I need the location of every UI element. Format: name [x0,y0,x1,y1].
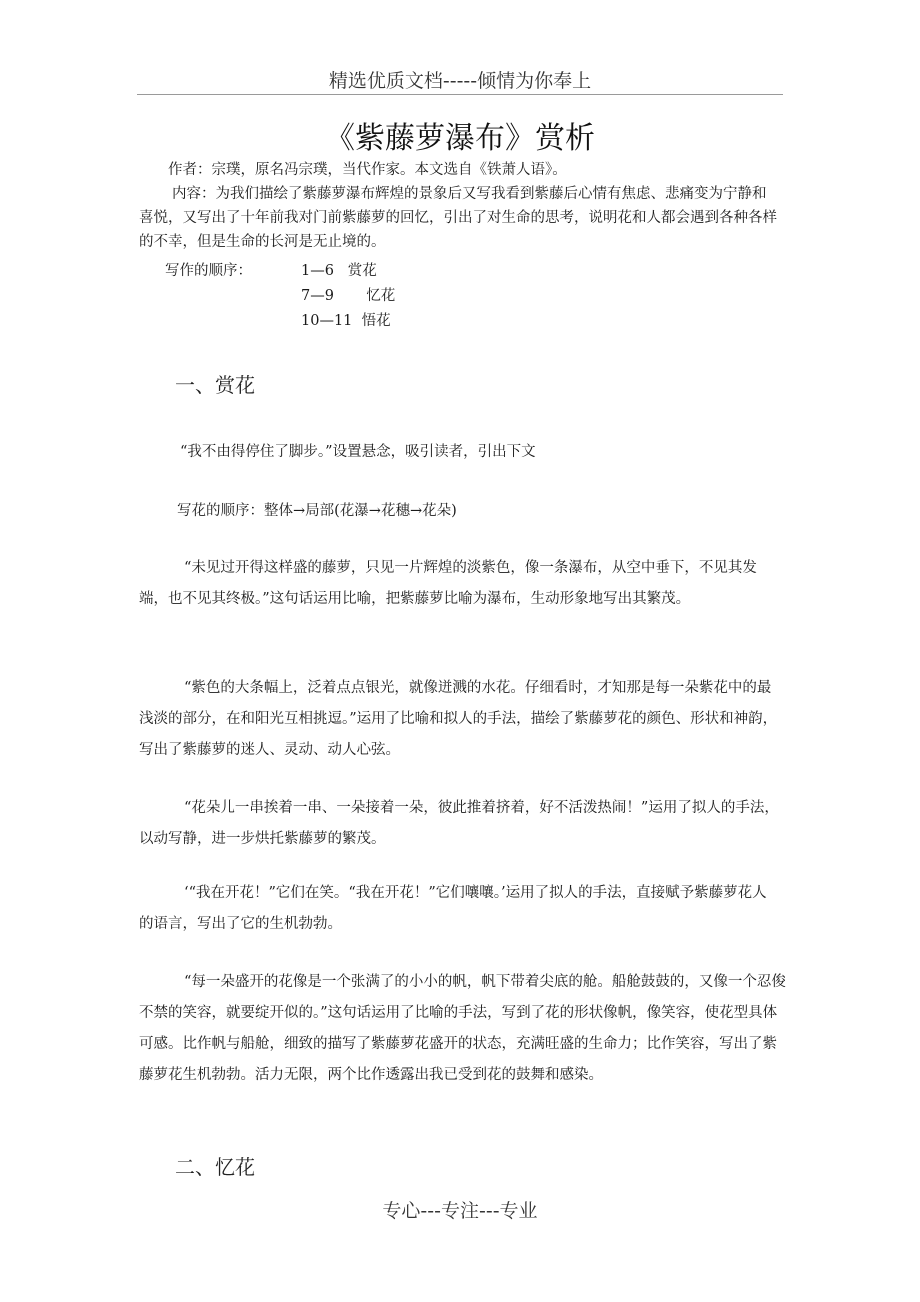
writing-order-item: 1—6 赏花 [301,263,377,279]
intro-author: 作者：宗璞，原名冯宗璞，当代作家。本文选自《铁萧人语》。 [168,162,567,178]
analysis-paragraph: “未见过开得这样盛的藤萝，只见一片辉煌的淡紫色，像一条瀑布，从空中垂下，不见其发端，也不见其终极。”这句话运用比喻，把紫藤萝比喻为瀑布，生动形象地写出其繁茂。 [139,560,757,607]
writing-order-item: 10—11 悟花 [301,313,391,329]
section-heading-appreciate: 一、赏花 [175,373,255,397]
analysis-paragraph: ‘“我在开花！”它们在笑。“我在开花！”它们嚷嚷。’运用了拟人的手法，直接赋予紫藤萝花人的语言，写出了它的生机勃勃。 [139,885,767,932]
writing-order-item: 7—9 忆花 [301,288,396,304]
analysis-paragraph: “紫色的大条幅上，泛着点点银光，就像迸溅的水花。仔细看时，才知那是每一朵紫花中的最浅淡的部分，在和阳光互相挑逗。”运用了比喻和拟人的手法，描绘了紫藤萝花的颜色、形状和神韵，写出了紫藤萝的迷人、灵动、动人心弦。 [139,680,778,758]
writing-order-label: 写作的顺序： [165,263,252,279]
analysis-paragraph: “花朵儿一串挨着一串、一朵接着一朵，彼此推着挤着，好不活泼热闹！”运用了拟人的手法，以动写静，进一步烘托紫藤萝的繁茂。 [139,800,779,847]
analysis-paragraph: 写花的顺序：整体→局部(花瀑→花穗→花朵) [177,503,457,519]
header-divider [137,94,783,95]
analysis-paragraph: “我不由得停住了脚步。”设置悬念，吸引读者，引出下文 [180,444,536,460]
intro-content: 内容：为我们描绘了紫藤萝瀑布辉煌的景象后又写我看到紫藤后心情有焦虑、悲痛变为宁静和喜悦，又写出了十年前我对门前紫藤萝的回忆，引出了对生命的思考，说明花和人都会遇到各种各样的不幸，但是生命的长河是无止境的。 [139,186,777,250]
page-header: 精选优质文档-----倾情为你奉上 [328,70,592,92]
analysis-paragraph: “每一朵盛开的花像是一个张满了的小小的帆，帆下带着尖底的舱。船舱鼓鼓的，又像一个忍俊不禁的笑容，就要绽开似的。”这句话运用了比喻的手法，写到了花的形状像帆，像笑容，使花型具体可感。比作帆与船舱，细致的描写了紫藤萝花盛开的状态，充满旺盛的生命力；比作笑容，写出了紫藤萝花生机勃勃。活力无限，两个比作透露出我已受到花的鼓舞和感染。 [139,974,786,1083]
section-heading-recall: 二、忆花 [175,1155,255,1179]
page-footer: 专心---专注---专业 [382,1200,538,1222]
document-title: 《紫藤萝瀑布》赏析 [325,121,595,156]
